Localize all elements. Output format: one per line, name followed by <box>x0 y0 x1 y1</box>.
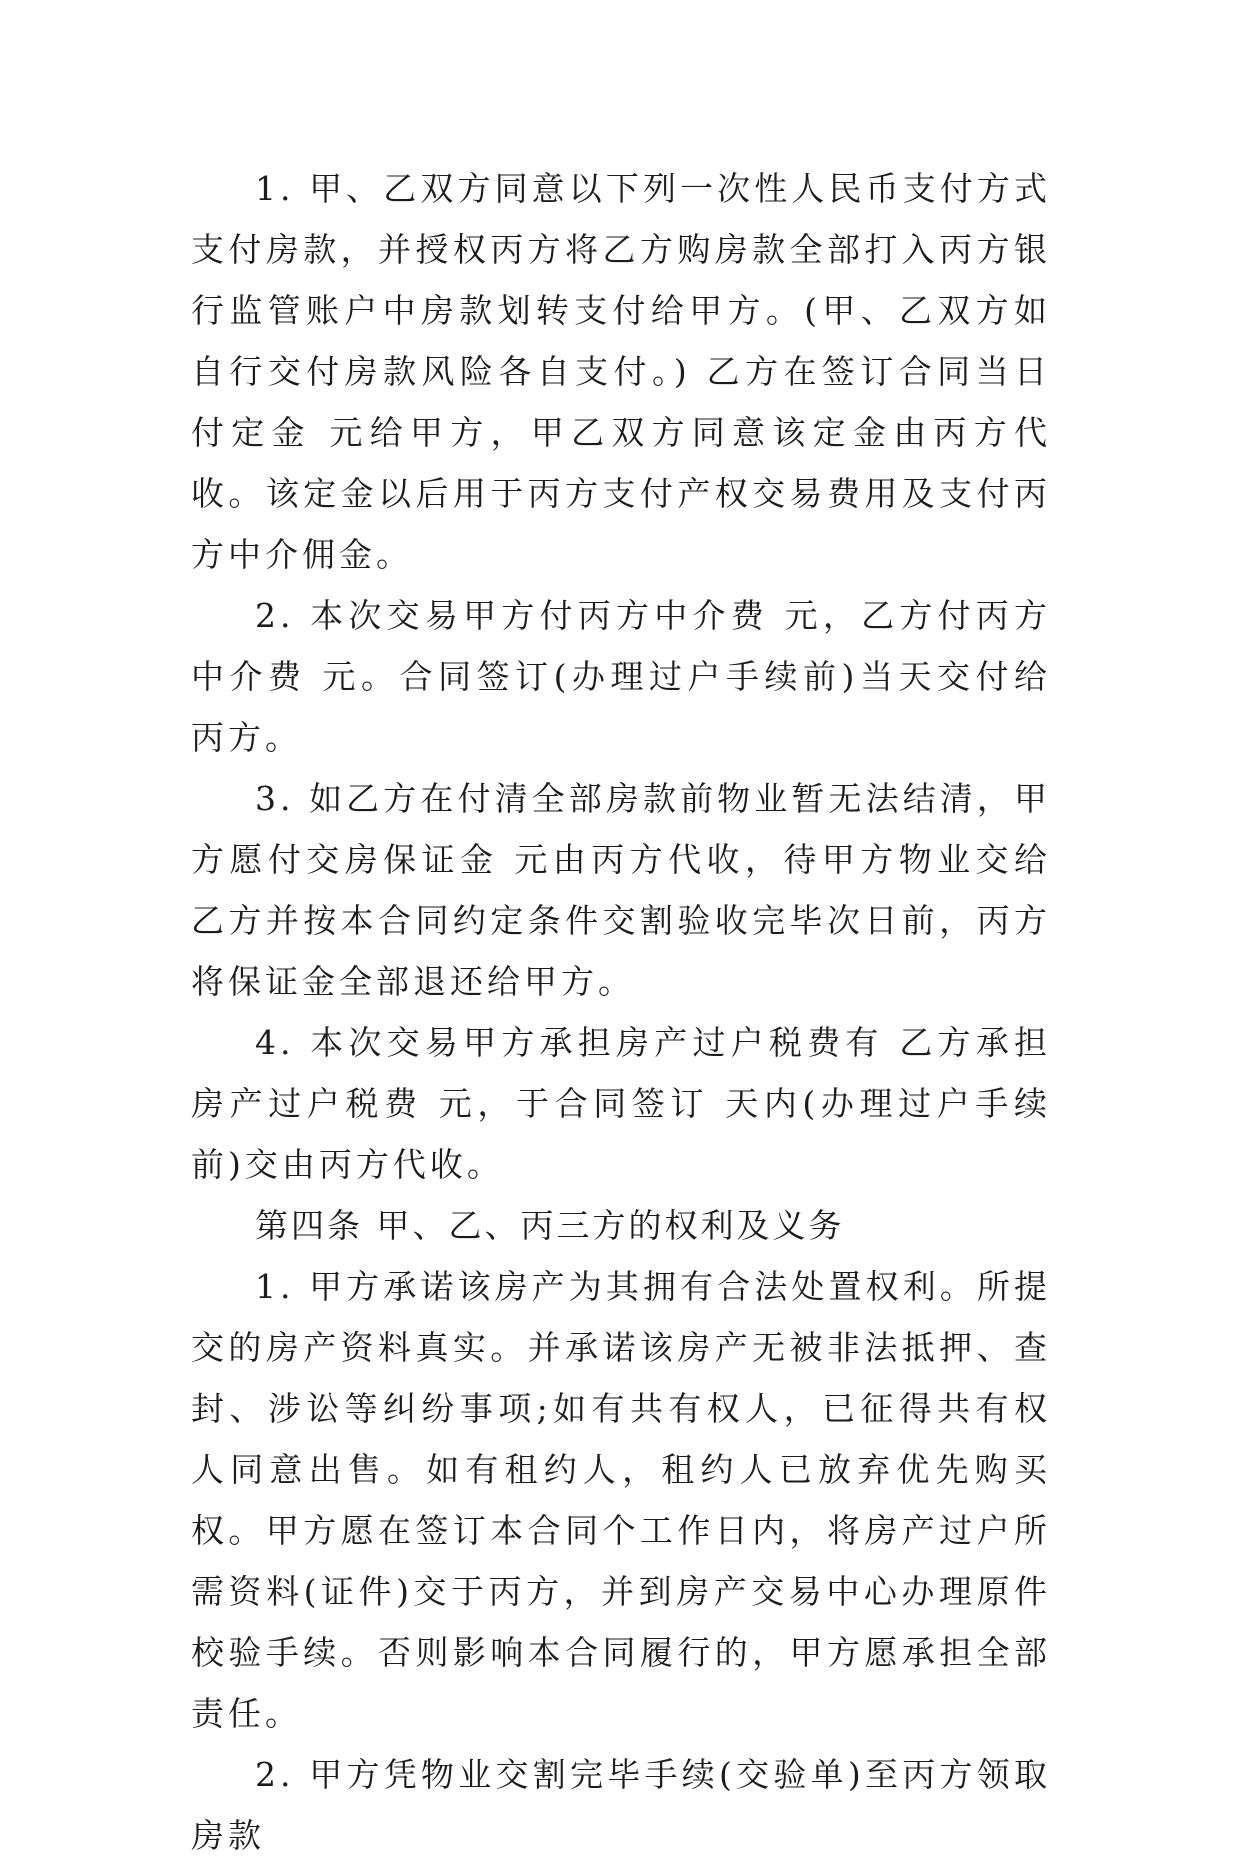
clause-seller-warranty: 1. 甲方承诺该房产为其拥有合法处置权利。所提交的房产资料真实。并承诺该房产无被非法抵押、查封、涉讼等纠纷事项;如有共有权人，已征得共有权人同意出售。如有租约人，租约人已放弃优先购买权。甲方愿在签订本合同个工作日内，将房产过户所需资料(证件)交于丙方，并到房产交易中心办理原件校验手续。否则影响本合同履行的，甲方愿承担全部责任。 <box>191 1267 1051 1733</box>
section-heading-article-4: 第四条 甲、乙、丙三方的权利及义务 <box>255 1206 845 1245</box>
contract-body <box>191 158 1051 1866</box>
clause-handover-deposit: 3. 如乙方在付清全部房款前物业暂无法结清，甲方愿付交房保证金 元由丙方代收，待甲方物业交给乙方并按本合同约定条件交割验收完毕次日前，丙方将保证金全部退还给甲方。 <box>191 779 1051 1001</box>
clause-agency-fee: 2. 本次交易甲方付丙方中介费 元，乙方付丙方中介费 元。合同签订(办理过户手续前)当天交付给丙方。 <box>191 596 1051 757</box>
clause-payment-method: 1. 甲、乙双方同意以下列一次性人民币支付方式支付房款，并授权丙方将乙方购房款全部打入丙方银行监管账户中房款划转支付给甲方。(甲、乙双方如自行交付房款风险各自支付。) 乙方在签订合同当日付定金 元给甲方，甲乙双方同意该定金由丙方代收。该定金以后用于丙方支付产权交易费用及支付丙方中介佣金。 <box>191 169 1051 574</box>
clause-seller-collect-payment: 2. 甲方凭物业交割完毕手续(交验单)至丙方领取房款 <box>191 1755 1051 1855</box>
clause-transfer-taxes: 4. 本次交易甲方承担房产过户税费有 乙方承担房产过户税费 元，于合同签订 天内(办理过户手续前)交由丙方代收。 <box>191 1023 1051 1184</box>
